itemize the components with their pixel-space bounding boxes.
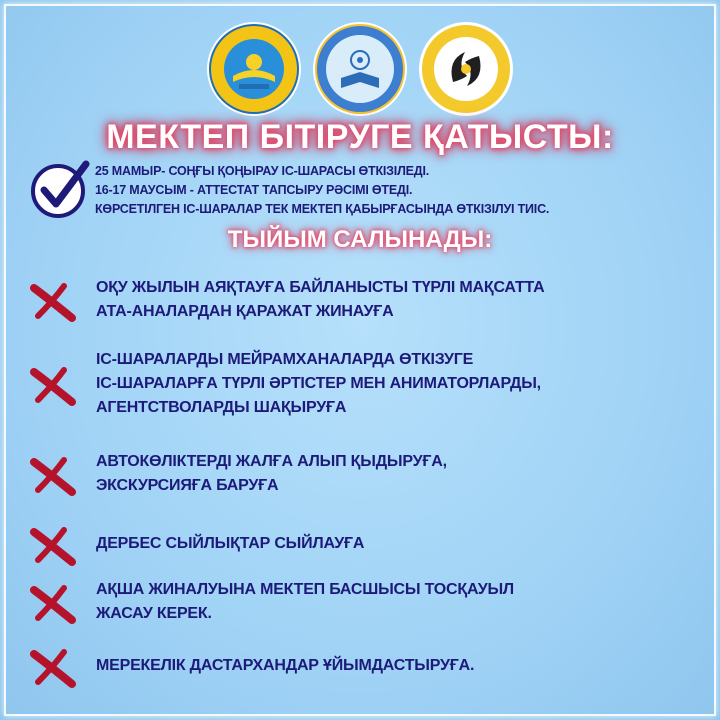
page-title: МЕКТЕП БІТІРУГЕ ҚАТЫСТЫ:: [106, 118, 614, 156]
ban-line: ІС-ШАРАЛАРҒА ТҮРЛІ ӘРТІСТЕР МЕН АНИМАТОРЛАРДЫ,: [96, 375, 541, 392]
ban-text: [96, 654, 706, 678]
ban-line: ІС-ШАРАЛАРДЫ МЕЙРАМХАНАЛАРДА ӨТКІЗУГЕ: [96, 351, 474, 368]
ban-item: [0, 526, 720, 566]
cross-icon: [30, 526, 76, 566]
ban-item: [0, 450, 720, 504]
ban-line: ЖАСАУ КЕРЕК.: [96, 605, 212, 622]
cross-icon: [30, 584, 76, 624]
info-line: КӨРСЕТІЛГЕН ІС-ШАРАЛАР ТЕК МЕКТЕП ҚАБЫРҒАСЫНДА ӨТКІЗІЛУІ ТИІС.: [95, 202, 550, 216]
gymnasium-logo: [417, 20, 515, 118]
ban-item: [0, 578, 720, 632]
ban-heading: ТЫЙЫМ САЛЫНАДЫ:: [227, 226, 493, 253]
info-block: [95, 162, 710, 219]
education-logo: [311, 20, 409, 118]
info-line: 25 МАМЫР- СОҢҒЫ ҚОҢЫРАУ ІС-ШАРАСЫ ӨТКІЗІЛЕДІ.: [95, 164, 430, 178]
ban-text: [96, 450, 706, 498]
ban-line: АҚША ЖИНАЛУЫНА МЕКТЕП БАСШЫСЫ ТОСҚАУЫЛ: [96, 581, 514, 598]
ban-text: [96, 348, 706, 420]
ban-text: [96, 578, 706, 626]
ban-line: АТА-АНАЛАРДАН ҚАРАЖАТ ЖИНАУҒА: [96, 303, 394, 320]
cross-icon: [30, 456, 76, 496]
ban-line: АГЕНТСТВОЛАРДЫ ШАҚЫРУҒА: [96, 399, 347, 416]
ban-line: ЭКСКУРСИЯҒА БАРУҒА: [96, 477, 279, 494]
ban-text: [96, 276, 706, 324]
cross-icon: [30, 648, 76, 688]
cross-icon: [30, 366, 76, 406]
kazakh-emblem-logo: [205, 20, 303, 118]
checkmark-icon: [28, 158, 90, 220]
ban-line: ОҚУ ЖЫЛЫН АЯҚТАУҒА БАЙЛАНЫСТЫ ТҮРЛІ МАҚСАТТА: [96, 279, 545, 296]
ban-text: [96, 532, 706, 556]
cross-icon: [30, 282, 76, 322]
ban-line: ДЕРБЕС СЫЙЛЫҚТАР СЫЙЛАУҒА: [96, 535, 365, 552]
ban-item: [0, 348, 720, 424]
logo-row: [0, 20, 720, 124]
ban-item: [0, 276, 720, 330]
ban-item: [0, 646, 720, 690]
info-line: 16-17 МАУСЫМ - АТТЕСТАТ ТАПСЫРУ РӘСІМІ ӨТЕДІ.: [95, 183, 413, 197]
ban-line: АВТОКӨЛІКТЕРДІ ЖАЛҒА АЛЫП ҚЫДЫРУҒА,: [96, 453, 447, 470]
ban-line: МЕРЕКЕЛІК ДАСТАРХАНДАР ҰЙЫМДАСТЫРУҒА.: [96, 657, 475, 674]
